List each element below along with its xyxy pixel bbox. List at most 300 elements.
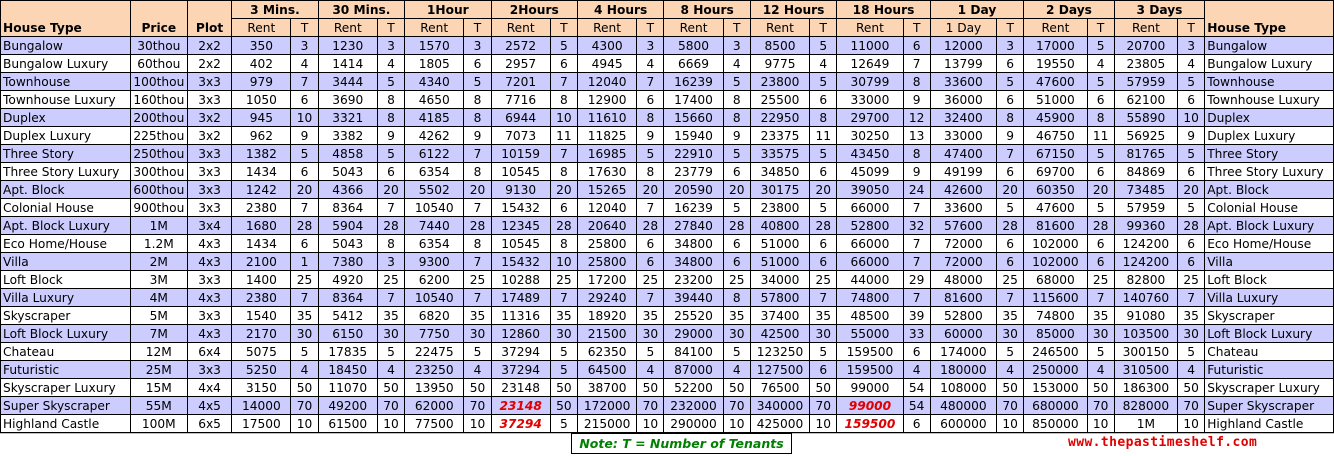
rent-cell[interactable]: 3444 (318, 73, 377, 91)
rent-cell[interactable]: 232000 (664, 397, 723, 415)
tenants-cell[interactable]: 7 (903, 235, 930, 253)
price-cell[interactable]: 160thou (130, 91, 187, 109)
tenants-cell[interactable]: 8 (723, 289, 750, 307)
tenants-cell[interactable]: 30 (637, 325, 664, 343)
tenants-cell[interactable]: 35 (637, 307, 664, 325)
rent-cell[interactable]: 9130 (491, 181, 550, 199)
tenants-cell[interactable]: 7 (903, 55, 930, 73)
tenants-cell[interactable]: 50 (997, 379, 1024, 397)
rent-cell[interactable]: 4262 (405, 127, 464, 145)
tenants-cell[interactable]: 6 (810, 163, 837, 181)
tenants-cell[interactable]: 5 (810, 343, 837, 361)
tenants-cell[interactable]: 50 (550, 397, 577, 415)
house-type-cell[interactable]: Eco Home/House (1, 235, 131, 253)
rent-cell[interactable]: 102000 (1024, 253, 1087, 271)
house-type-cell-right[interactable]: Three Story (1205, 145, 1334, 163)
tenants-cell[interactable]: 6 (810, 91, 837, 109)
rent-cell[interactable]: 140760 (1114, 289, 1177, 307)
house-type-cell-right[interactable]: Duplex (1205, 109, 1334, 127)
rent-cell[interactable]: 12000 (930, 37, 996, 55)
tenants-cell[interactable]: 6 (903, 343, 930, 361)
rent-cell[interactable]: 153000 (1024, 379, 1087, 397)
tenants-cell[interactable]: 7 (550, 289, 577, 307)
rent-cell[interactable]: 11070 (318, 379, 377, 397)
tenants-cell[interactable]: 50 (464, 379, 491, 397)
tenants-cell[interactable]: 6 (810, 253, 837, 271)
tenants-cell[interactable]: 7 (550, 145, 577, 163)
rent-cell[interactable]: 4185 (405, 109, 464, 127)
tenants-cell[interactable]: 5 (723, 145, 750, 163)
rent-cell[interactable]: 14000 (232, 397, 291, 415)
rent-cell[interactable]: 180000 (930, 361, 996, 379)
rent-cell[interactable]: 81600 (930, 289, 996, 307)
tenants-cell[interactable]: 30 (723, 325, 750, 343)
rent-cell[interactable]: 68000 (1024, 271, 1087, 289)
tenants-cell[interactable]: 6 (1087, 163, 1114, 181)
rent-cell[interactable]: 123250 (750, 343, 809, 361)
tenants-cell[interactable]: 6 (1087, 91, 1114, 109)
tenants-cell[interactable]: 28 (637, 217, 664, 235)
rent-cell[interactable]: 1434 (232, 235, 291, 253)
rent-cell[interactable]: 1050 (232, 91, 291, 109)
tenants-cell[interactable]: 30 (997, 325, 1024, 343)
tenants-cell[interactable]: 5 (723, 199, 750, 217)
tenants-cell[interactable]: 4 (1087, 361, 1114, 379)
tenants-cell[interactable]: 20 (723, 181, 750, 199)
tenants-cell[interactable]: 32 (903, 217, 930, 235)
tenants-cell[interactable]: 8 (464, 91, 491, 109)
rent-cell[interactable]: 5043 (318, 235, 377, 253)
tenants-cell[interactable]: 6 (997, 235, 1024, 253)
tenants-cell[interactable]: 6 (550, 199, 577, 217)
tenants-cell[interactable]: 7 (637, 199, 664, 217)
tenants-cell[interactable]: 5 (464, 73, 491, 91)
tenants-cell[interactable]: 4 (1178, 361, 1205, 379)
rent-cell[interactable]: 5904 (318, 217, 377, 235)
tenants-cell[interactable]: 8 (1087, 109, 1114, 127)
tenants-cell[interactable]: 5 (550, 343, 577, 361)
tenants-cell[interactable]: 20 (550, 181, 577, 199)
rent-cell[interactable]: 67150 (1024, 145, 1087, 163)
tenants-cell[interactable]: 25 (464, 271, 491, 289)
rent-cell[interactable]: 6354 (405, 235, 464, 253)
rent-cell[interactable]: 600000 (930, 415, 996, 433)
rent-cell[interactable]: 36000 (930, 91, 996, 109)
rent-cell[interactable]: 55000 (837, 325, 903, 343)
rent-cell[interactable]: 115600 (1024, 289, 1087, 307)
rent-cell[interactable]: 20590 (664, 181, 723, 199)
rent-cell[interactable]: 55890 (1114, 109, 1177, 127)
rent-cell[interactable]: 21500 (577, 325, 636, 343)
tenants-cell[interactable]: 8 (464, 163, 491, 181)
rent-cell[interactable]: 10288 (491, 271, 550, 289)
rent-cell[interactable]: 82800 (1114, 271, 1177, 289)
tenants-cell[interactable]: 9 (1178, 127, 1205, 145)
rent-cell[interactable]: 17400 (664, 91, 723, 109)
price-cell[interactable]: 100thou (130, 73, 187, 91)
rent-cell[interactable]: 12649 (837, 55, 903, 73)
price-cell[interactable]: 7M (130, 325, 187, 343)
tenants-cell[interactable]: 7 (377, 289, 404, 307)
tenants-cell[interactable]: 25 (723, 271, 750, 289)
rent-cell[interactable]: 2100 (232, 253, 291, 271)
rent-cell[interactable]: 11610 (577, 109, 636, 127)
tenants-cell[interactable]: 10 (291, 415, 318, 433)
rent-cell[interactable]: 74800 (837, 289, 903, 307)
rent-cell[interactable]: 17630 (577, 163, 636, 181)
tenants-cell[interactable]: 5 (1087, 145, 1114, 163)
rent-cell[interactable]: 25520 (664, 307, 723, 325)
tenants-cell[interactable]: 10 (1178, 109, 1205, 127)
rent-cell[interactable]: 60000 (930, 325, 996, 343)
price-cell[interactable]: 225thou (130, 127, 187, 145)
tenants-cell[interactable]: 5 (1178, 199, 1205, 217)
rent-cell[interactable]: 124200 (1114, 253, 1177, 271)
rent-cell[interactable]: 7750 (405, 325, 464, 343)
rent-cell[interactable]: 30175 (750, 181, 809, 199)
tenants-cell[interactable]: 8 (637, 163, 664, 181)
rent-cell[interactable]: 7201 (491, 73, 550, 91)
house-type-cell[interactable]: Townhouse (1, 73, 131, 91)
house-type-cell[interactable]: Loft Block (1, 271, 131, 289)
tenants-cell[interactable]: 50 (1178, 379, 1205, 397)
rent-cell[interactable]: 340000 (750, 397, 809, 415)
rent-cell[interactable]: 1680 (232, 217, 291, 235)
house-type-cell[interactable]: Duplex (1, 109, 131, 127)
tenants-cell[interactable]: 35 (723, 307, 750, 325)
tenants-cell[interactable]: 7 (903, 199, 930, 217)
plot-cell[interactable]: 3x3 (187, 307, 231, 325)
rent-cell[interactable]: 4340 (405, 73, 464, 91)
tenants-cell[interactable]: 6 (1178, 253, 1205, 271)
rent-cell[interactable]: 3382 (318, 127, 377, 145)
tenants-cell[interactable]: 5 (997, 199, 1024, 217)
tenants-cell[interactable]: 70 (464, 397, 491, 415)
rent-cell[interactable]: 962 (232, 127, 291, 145)
rent-cell[interactable]: 11825 (577, 127, 636, 145)
rent-cell[interactable]: 72000 (930, 235, 996, 253)
rent-cell[interactable]: 52800 (930, 307, 996, 325)
price-cell[interactable]: 900thou (130, 199, 187, 217)
rent-cell[interactable]: 42500 (750, 325, 809, 343)
rent-cell[interactable]: 5043 (318, 163, 377, 181)
house-type-cell-right[interactable]: Loft Block Luxury (1205, 325, 1334, 343)
tenants-cell[interactable]: 3 (377, 37, 404, 55)
tenants-cell[interactable]: 35 (810, 307, 837, 325)
tenants-cell[interactable]: 28 (291, 217, 318, 235)
tenants-cell[interactable]: 7 (637, 73, 664, 91)
plot-cell[interactable]: 3x2 (187, 109, 231, 127)
tenants-cell[interactable]: 6 (291, 91, 318, 109)
rent-cell[interactable]: 10540 (405, 199, 464, 217)
tenants-cell[interactable]: 5 (377, 343, 404, 361)
tenants-cell[interactable]: 50 (291, 379, 318, 397)
rent-cell[interactable]: 39050 (837, 181, 903, 199)
rent-cell[interactable]: 159500 (837, 415, 903, 433)
tenants-cell[interactable]: 4 (997, 361, 1024, 379)
rent-cell[interactable]: 33600 (930, 73, 996, 91)
tenants-cell[interactable]: 8 (377, 235, 404, 253)
tenants-cell[interactable]: 70 (810, 397, 837, 415)
tenants-cell[interactable]: 10 (637, 415, 664, 433)
rent-cell[interactable]: 6354 (405, 163, 464, 181)
tenants-cell[interactable]: 9 (637, 127, 664, 145)
rent-cell[interactable]: 246500 (1024, 343, 1087, 361)
rent-cell[interactable]: 47600 (1024, 73, 1087, 91)
tenants-cell[interactable]: 7 (464, 145, 491, 163)
rent-cell[interactable]: 33575 (750, 145, 809, 163)
rent-cell[interactable]: 12900 (577, 91, 636, 109)
rent-cell[interactable]: 29000 (664, 325, 723, 343)
tenants-cell[interactable]: 5 (810, 37, 837, 55)
tenants-cell[interactable]: 3 (997, 37, 1024, 55)
rent-cell[interactable]: 15432 (491, 199, 550, 217)
tenants-cell[interactable]: 9 (464, 127, 491, 145)
tenants-cell[interactable]: 28 (464, 217, 491, 235)
rent-cell[interactable]: 16239 (664, 73, 723, 91)
house-type-cell[interactable]: Skyscraper Luxury (1, 379, 131, 397)
tenants-cell[interactable]: 6 (903, 415, 930, 433)
rent-cell[interactable]: 290000 (664, 415, 723, 433)
rent-cell[interactable]: 1805 (405, 55, 464, 73)
tenants-cell[interactable]: 20 (810, 181, 837, 199)
tenants-cell[interactable]: 25 (550, 271, 577, 289)
tenants-cell[interactable]: 8 (997, 109, 1024, 127)
tenants-cell[interactable]: 5 (291, 343, 318, 361)
price-cell[interactable]: 200thou (130, 109, 187, 127)
rent-cell[interactable]: 17200 (577, 271, 636, 289)
tenants-cell[interactable]: 10 (1178, 415, 1205, 433)
tenants-cell[interactable]: 6 (464, 55, 491, 73)
rent-cell[interactable]: 13799 (930, 55, 996, 73)
tenants-cell[interactable]: 50 (723, 379, 750, 397)
rent-cell[interactable]: 23250 (405, 361, 464, 379)
tenants-cell[interactable]: 5 (1178, 73, 1205, 91)
tenants-cell[interactable]: 1 (291, 253, 318, 271)
tenants-cell[interactable]: 35 (377, 307, 404, 325)
rent-cell[interactable]: 1414 (318, 55, 377, 73)
rent-cell[interactable]: 4858 (318, 145, 377, 163)
rent-cell[interactable]: 310500 (1114, 361, 1177, 379)
rent-cell[interactable]: 12040 (577, 199, 636, 217)
rent-cell[interactable]: 9300 (405, 253, 464, 271)
rent-cell[interactable]: 2572 (491, 37, 550, 55)
rent-cell[interactable]: 49200 (318, 397, 377, 415)
rent-cell[interactable]: 5412 (318, 307, 377, 325)
rent-cell[interactable]: 127500 (750, 361, 809, 379)
rent-cell[interactable]: 57600 (930, 217, 996, 235)
rent-cell[interactable]: 99360 (1114, 217, 1177, 235)
tenants-cell[interactable]: 7 (464, 253, 491, 271)
tenants-cell[interactable]: 10 (550, 109, 577, 127)
plot-cell[interactable]: 3x3 (187, 361, 231, 379)
tenants-cell[interactable]: 50 (1087, 379, 1114, 397)
tenants-cell[interactable]: 6 (637, 91, 664, 109)
tenants-cell[interactable]: 50 (810, 379, 837, 397)
house-type-cell[interactable]: Highland Castle (1, 415, 131, 433)
house-type-cell[interactable]: Duplex Luxury (1, 127, 131, 145)
tenants-cell[interactable]: 5 (377, 73, 404, 91)
tenants-cell[interactable]: 9 (903, 163, 930, 181)
tenants-cell[interactable]: 4 (291, 361, 318, 379)
tenants-cell[interactable]: 30 (1178, 325, 1205, 343)
tenants-cell[interactable]: 25 (377, 271, 404, 289)
rent-cell[interactable]: 7073 (491, 127, 550, 145)
tenants-cell[interactable]: 5 (1087, 73, 1114, 91)
price-cell[interactable]: 60thou (130, 55, 187, 73)
price-cell[interactable]: 25M (130, 361, 187, 379)
rent-cell[interactable]: 61500 (318, 415, 377, 433)
tenants-cell[interactable]: 50 (637, 379, 664, 397)
rent-cell[interactable]: 84100 (664, 343, 723, 361)
tenants-cell[interactable]: 39 (903, 307, 930, 325)
tenants-cell[interactable]: 6 (997, 253, 1024, 271)
tenants-cell[interactable]: 6 (1178, 235, 1205, 253)
tenants-cell[interactable]: 6 (1178, 163, 1205, 181)
price-cell[interactable]: 1M (130, 217, 187, 235)
rent-cell[interactable]: 22950 (750, 109, 809, 127)
price-cell[interactable]: 30thou (130, 37, 187, 55)
rent-cell[interactable]: 102000 (1024, 235, 1087, 253)
rent-cell[interactable]: 4300 (577, 37, 636, 55)
rent-cell[interactable]: 57800 (750, 289, 809, 307)
rent-cell[interactable]: 30250 (837, 127, 903, 145)
rent-cell[interactable]: 66000 (837, 235, 903, 253)
house-type-cell[interactable]: Townhouse Luxury (1, 91, 131, 109)
rent-cell[interactable]: 6122 (405, 145, 464, 163)
rent-cell[interactable]: 69700 (1024, 163, 1087, 181)
rent-cell[interactable]: 25800 (577, 253, 636, 271)
tenants-cell[interactable]: 7 (810, 289, 837, 307)
rent-cell[interactable]: 12860 (491, 325, 550, 343)
tenants-cell[interactable]: 35 (1087, 307, 1114, 325)
rent-cell[interactable]: 51000 (750, 253, 809, 271)
tenants-cell[interactable]: 7 (997, 145, 1024, 163)
house-type-cell[interactable]: Apt. Block (1, 181, 131, 199)
tenants-cell[interactable]: 70 (1087, 397, 1114, 415)
rent-cell[interactable]: 680000 (1024, 397, 1087, 415)
tenants-cell[interactable]: 8 (377, 91, 404, 109)
rent-cell[interactable]: 1230 (318, 37, 377, 55)
rent-cell[interactable]: 18920 (577, 307, 636, 325)
rent-cell[interactable]: 10545 (491, 163, 550, 181)
house-type-cell[interactable]: Futuristic (1, 361, 131, 379)
rent-cell[interactable]: 47400 (930, 145, 996, 163)
rent-cell[interactable]: 124200 (1114, 235, 1177, 253)
tenants-cell[interactable]: 10 (291, 109, 318, 127)
tenants-cell[interactable]: 28 (723, 217, 750, 235)
tenants-cell[interactable]: 9 (997, 127, 1024, 145)
tenants-cell[interactable]: 6 (1087, 253, 1114, 271)
tenants-cell[interactable]: 4 (637, 55, 664, 73)
rent-cell[interactable]: 8364 (318, 289, 377, 307)
tenants-cell[interactable]: 4 (810, 55, 837, 73)
price-cell[interactable]: 4M (130, 289, 187, 307)
house-type-cell[interactable]: Bungalow (1, 37, 131, 55)
rent-cell[interactable]: 76500 (750, 379, 809, 397)
rent-cell[interactable]: 23148 (491, 397, 550, 415)
rent-cell[interactable]: 16239 (664, 199, 723, 217)
rent-cell[interactable]: 9775 (750, 55, 809, 73)
rent-cell[interactable]: 1242 (232, 181, 291, 199)
rent-cell[interactable]: 13950 (405, 379, 464, 397)
tenants-cell[interactable]: 5 (723, 73, 750, 91)
tenants-cell[interactable]: 25 (997, 271, 1024, 289)
house-type-cell[interactable]: Chateau (1, 343, 131, 361)
tenants-cell[interactable]: 7 (377, 199, 404, 217)
price-cell[interactable]: 12M (130, 343, 187, 361)
rent-cell[interactable]: 15940 (664, 127, 723, 145)
tenants-cell[interactable]: 6 (1178, 91, 1205, 109)
tenants-cell[interactable]: 35 (291, 307, 318, 325)
rent-cell[interactable]: 34800 (664, 235, 723, 253)
rent-cell[interactable]: 17500 (232, 415, 291, 433)
house-type-cell[interactable]: Bungalow Luxury (1, 55, 131, 73)
tenants-cell[interactable]: 6 (997, 163, 1024, 181)
rent-cell[interactable]: 300150 (1114, 343, 1177, 361)
rent-cell[interactable]: 5075 (232, 343, 291, 361)
rent-cell[interactable]: 37400 (750, 307, 809, 325)
rent-cell[interactable]: 62350 (577, 343, 636, 361)
tenants-cell[interactable]: 10 (997, 415, 1024, 433)
rent-cell[interactable]: 33000 (930, 127, 996, 145)
rent-cell[interactable]: 42600 (930, 181, 996, 199)
rent-cell[interactable]: 23779 (664, 163, 723, 181)
house-type-cell-right[interactable]: Townhouse Luxury (1205, 91, 1334, 109)
rent-cell[interactable]: 103500 (1114, 325, 1177, 343)
tenants-cell[interactable]: 5 (1087, 199, 1114, 217)
plot-cell[interactable]: 6x4 (187, 343, 231, 361)
house-type-cell[interactable]: Skyscraper (1, 307, 131, 325)
tenants-cell[interactable]: 35 (1178, 307, 1205, 325)
tenants-cell[interactable]: 8 (723, 91, 750, 109)
rent-cell[interactable]: 81765 (1114, 145, 1177, 163)
rent-cell[interactable]: 44000 (837, 271, 903, 289)
tenants-cell[interactable]: 28 (377, 217, 404, 235)
rent-cell[interactable]: 8500 (750, 37, 809, 55)
tenants-cell[interactable]: 25 (810, 271, 837, 289)
house-type-cell[interactable]: Villa (1, 253, 131, 271)
tenants-cell[interactable]: 5 (1178, 145, 1205, 163)
rent-cell[interactable]: 3690 (318, 91, 377, 109)
tenants-cell[interactable]: 6 (291, 163, 318, 181)
tenants-cell[interactable]: 6 (1087, 235, 1114, 253)
tenants-cell[interactable]: 50 (550, 379, 577, 397)
house-type-cell[interactable]: Super Skyscraper (1, 397, 131, 415)
rent-cell[interactable]: 4366 (318, 181, 377, 199)
tenants-cell[interactable]: 7 (1178, 289, 1205, 307)
tenants-cell[interactable]: 6 (810, 361, 837, 379)
tenants-cell[interactable]: 20 (377, 181, 404, 199)
price-cell[interactable]: 600thou (130, 181, 187, 199)
tenants-cell[interactable]: 5 (377, 145, 404, 163)
rent-cell[interactable]: 17000 (1024, 37, 1087, 55)
house-type-cell-right[interactable]: Eco Home/House (1205, 235, 1334, 253)
tenants-cell[interactable]: 20 (637, 181, 664, 199)
rent-cell[interactable]: 60350 (1024, 181, 1087, 199)
tenants-cell[interactable]: 9 (723, 127, 750, 145)
price-cell[interactable]: 250thou (130, 145, 187, 163)
tenants-cell[interactable]: 4 (723, 361, 750, 379)
tenants-cell[interactable]: 8 (377, 109, 404, 127)
rent-cell[interactable]: 22475 (405, 343, 464, 361)
tenants-cell[interactable]: 9 (377, 127, 404, 145)
plot-cell[interactable]: 2x2 (187, 37, 231, 55)
price-cell[interactable]: 5M (130, 307, 187, 325)
house-type-cell[interactable]: Loft Block Luxury (1, 325, 131, 343)
plot-cell[interactable]: 4x4 (187, 379, 231, 397)
tenants-cell[interactable]: 4 (377, 361, 404, 379)
